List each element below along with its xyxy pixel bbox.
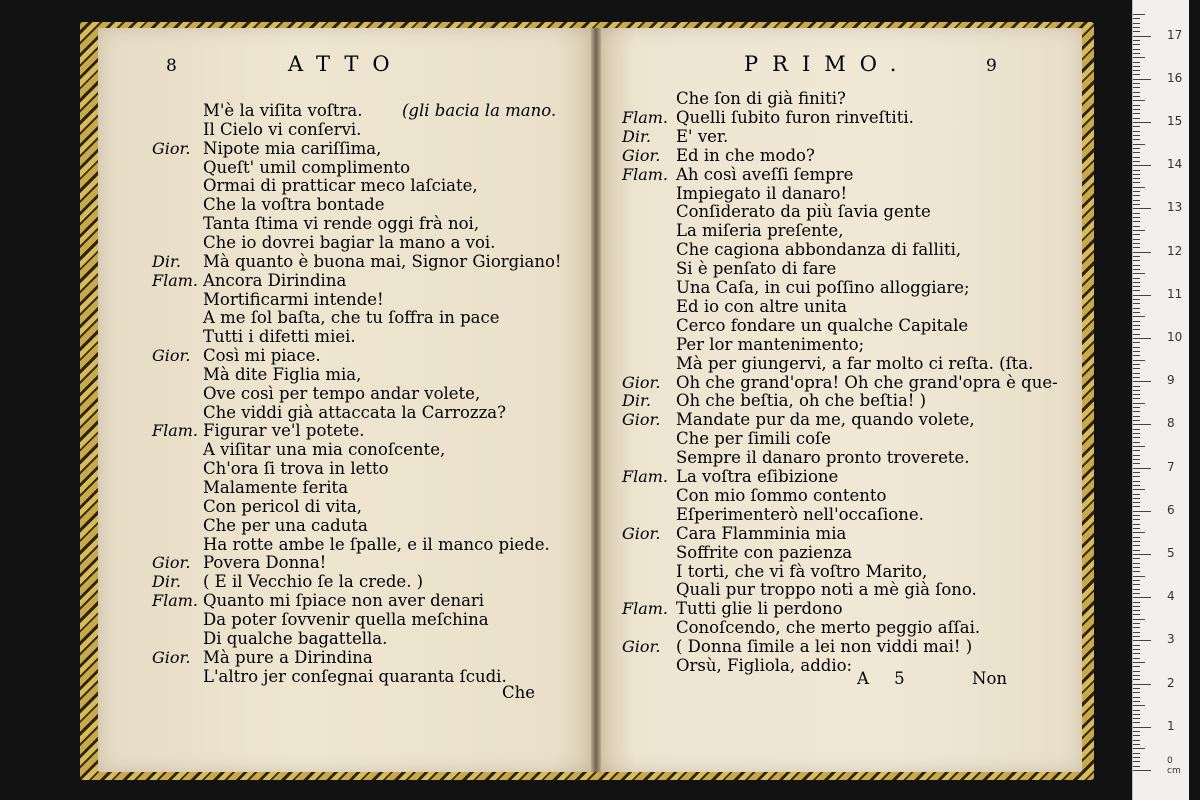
left-page-number: 8 bbox=[166, 56, 177, 76]
ruler-tick bbox=[1133, 273, 1145, 274]
ruler-tick bbox=[1133, 208, 1151, 209]
ruler-number: 2 bbox=[1167, 675, 1175, 690]
text-line: Tutti glie li perdono bbox=[676, 599, 843, 619]
text-line: ( Donna ſimile a lei non viddi mai! ) bbox=[676, 637, 973, 657]
ruler-tick bbox=[1133, 541, 1140, 542]
ruler-tick bbox=[1133, 282, 1140, 283]
text-line: Quanto mi ſpiace non aver denari bbox=[203, 591, 485, 611]
speaker-label: Dir. bbox=[622, 126, 651, 146]
speaker-label: Gior. bbox=[622, 637, 661, 657]
speaker-label: Flam. bbox=[152, 270, 199, 290]
left-running-head: ATTO bbox=[288, 52, 404, 76]
ruler-tick bbox=[1133, 18, 1140, 19]
ruler-tick bbox=[1133, 446, 1145, 447]
text-line: Per lor mantenimento; bbox=[676, 334, 865, 354]
speaker-label: Flam. bbox=[622, 107, 669, 127]
ruler-tick bbox=[1133, 722, 1140, 723]
ruler-tick bbox=[1133, 403, 1145, 404]
ruler-tick bbox=[1133, 152, 1140, 153]
ruler-number: 9 bbox=[1167, 373, 1175, 388]
text-line: Quali pur troppo noti a mè già ſono. bbox=[676, 580, 977, 600]
ruler-tick bbox=[1133, 139, 1140, 140]
ruler-tick bbox=[1133, 684, 1151, 685]
ruler-tick bbox=[1133, 710, 1140, 711]
text-line: Ancora Dirindina bbox=[203, 270, 347, 290]
ruler-tick bbox=[1133, 731, 1140, 732]
speaker-label: Dir. bbox=[152, 572, 181, 592]
ruler-tick bbox=[1133, 593, 1140, 594]
ruler-tick bbox=[1133, 204, 1140, 205]
ruler-tick bbox=[1133, 666, 1140, 667]
ruler-tick bbox=[1133, 299, 1140, 300]
ruler-tick bbox=[1133, 459, 1140, 460]
ruler-number: 17 bbox=[1167, 27, 1183, 42]
ruler-tick bbox=[1133, 144, 1145, 145]
ruler-tick bbox=[1133, 92, 1140, 93]
text-line: Mà quanto è buona mai, Signor Giorgiano! bbox=[203, 251, 562, 271]
text-line: Tutti i difetti miei. bbox=[203, 327, 356, 347]
ruler-tick bbox=[1133, 295, 1151, 296]
text-line: Che io dovrei bagiar la mano a voi. bbox=[203, 232, 496, 252]
ruler-tick bbox=[1133, 476, 1140, 477]
ruler-tick bbox=[1133, 290, 1140, 291]
ruler-tick bbox=[1133, 658, 1140, 659]
text-line: Ed io con altre unita bbox=[676, 296, 847, 316]
text-line: Conſiderato da più ſavia gente bbox=[676, 202, 931, 222]
speaker-label: Gior. bbox=[152, 553, 191, 573]
ruler-tick bbox=[1133, 515, 1140, 516]
ruler-tick bbox=[1133, 407, 1140, 408]
ruler-number: 5 bbox=[1167, 546, 1175, 560]
text-line: Una Caſa, in cui poſſino alloggiare; bbox=[676, 278, 970, 297]
text-line: Orsù, Figliola, addio: bbox=[676, 656, 853, 675]
text-line: Che viddi già attaccata la Carrozza? bbox=[203, 402, 506, 422]
text-line: Mà dite Figlia mia, bbox=[203, 364, 362, 384]
ruler-tick bbox=[1133, 239, 1140, 240]
text-line: Il Cielo vi conſervi. bbox=[203, 119, 362, 139]
left-catchword: Che bbox=[502, 683, 536, 702]
ruler-tick bbox=[1133, 494, 1140, 495]
ruler-tick bbox=[1133, 105, 1140, 106]
ruler-tick bbox=[1133, 390, 1140, 391]
ruler-tick bbox=[1133, 429, 1140, 430]
ruler-tick bbox=[1133, 79, 1151, 80]
ruler-tick bbox=[1133, 386, 1140, 387]
ruler-tick bbox=[1133, 649, 1140, 650]
text-line: Ed in che modo? bbox=[676, 145, 815, 165]
ruler-tick bbox=[1133, 312, 1140, 313]
ruler-tick bbox=[1133, 334, 1140, 335]
ruler-tick bbox=[1133, 506, 1140, 507]
ruler-tick bbox=[1133, 230, 1145, 231]
speaker-label: Gior. bbox=[622, 410, 661, 430]
ruler-tick bbox=[1133, 355, 1140, 356]
right-page-number: 9 bbox=[986, 56, 997, 76]
speaker-label: Flam. bbox=[152, 421, 199, 441]
text-line: Queſt' umil complimento bbox=[203, 157, 411, 177]
ruler-tick bbox=[1133, 394, 1140, 395]
ruler-tick bbox=[1133, 519, 1140, 520]
text-line: Povera Donna! bbox=[203, 553, 327, 573]
text-line: Con mio ſommo contento bbox=[676, 485, 887, 505]
ruler-tick bbox=[1133, 178, 1140, 179]
text-line: Impiegato il danaro! bbox=[676, 183, 848, 203]
speaker-label: Gior. bbox=[152, 647, 191, 667]
ruler-tick bbox=[1133, 122, 1151, 123]
ruler-tick bbox=[1133, 463, 1140, 464]
ruler-tick bbox=[1133, 770, 1151, 771]
ruler-tick bbox=[1133, 165, 1151, 166]
ruler-tick bbox=[1133, 645, 1140, 646]
text-line: Malamente ferita bbox=[203, 478, 349, 497]
ruler-tick bbox=[1133, 623, 1140, 624]
ruler-tick bbox=[1133, 653, 1140, 654]
ruler-tick bbox=[1133, 688, 1140, 689]
ruler-tick bbox=[1133, 40, 1140, 41]
ruler-tick bbox=[1133, 234, 1140, 235]
ruler-number: 11 bbox=[1167, 286, 1183, 301]
ruler-tick bbox=[1133, 679, 1140, 680]
text-line: Nipote mia cariſſima, bbox=[203, 138, 382, 158]
ruler-tick bbox=[1133, 701, 1140, 702]
ruler-tick bbox=[1133, 558, 1140, 559]
ruler-tick bbox=[1133, 53, 1140, 54]
text-line: Oh che grand'opra! Oh che grand'opra è que- bbox=[676, 372, 1058, 392]
ruler-tick bbox=[1133, 191, 1140, 192]
speaker-label: Flam. bbox=[152, 591, 199, 611]
ruler-tick bbox=[1133, 135, 1140, 136]
ruler-tick bbox=[1133, 420, 1140, 421]
ruler-tick bbox=[1133, 606, 1140, 607]
ruler-tick bbox=[1133, 537, 1140, 538]
ruler-number: 13 bbox=[1167, 200, 1183, 215]
ruler-tick bbox=[1133, 571, 1140, 572]
ruler-tick bbox=[1133, 740, 1140, 741]
ruler-tick bbox=[1133, 364, 1140, 365]
ruler-tick bbox=[1133, 766, 1140, 767]
ruler-tick bbox=[1133, 308, 1140, 309]
ruler-tick bbox=[1133, 727, 1151, 728]
text-line: Ha rotte ambe le ſpalle, e il manco piede. bbox=[203, 534, 550, 554]
ruler-tick bbox=[1133, 437, 1140, 438]
ruler-tick bbox=[1133, 74, 1140, 75]
ruler-tick bbox=[1133, 14, 1145, 15]
text-line: E' ver. bbox=[676, 126, 729, 146]
ruler-tick bbox=[1133, 170, 1140, 171]
text-line: Conoſcendo, che merto peggio aſſai. bbox=[676, 618, 981, 638]
ruler-tick bbox=[1133, 455, 1140, 456]
ruler-tick bbox=[1133, 70, 1140, 71]
text-line: Si è penſato di fare bbox=[676, 259, 837, 279]
ruler-tick bbox=[1133, 753, 1140, 754]
text-line: Cerco fondare un qualche Capitale bbox=[676, 315, 969, 335]
ruler-tick bbox=[1133, 286, 1140, 287]
ruler-number: 6 bbox=[1167, 502, 1175, 517]
ruler-tick bbox=[1133, 360, 1145, 361]
text-line: Quelli ſubito furon rinveſtiti. bbox=[676, 107, 914, 127]
ruler-tick bbox=[1133, 321, 1140, 322]
book-gutter bbox=[591, 28, 601, 772]
ruler-tick bbox=[1133, 148, 1140, 149]
ruler-tick bbox=[1133, 619, 1145, 620]
ruler-tick bbox=[1133, 278, 1140, 279]
ruler-tick bbox=[1133, 187, 1145, 188]
ruler-tick bbox=[1133, 66, 1140, 67]
ruler-tick bbox=[1133, 174, 1140, 175]
ruler-tick bbox=[1133, 567, 1140, 568]
text-line: Che cagiona abbondanza di falliti, bbox=[676, 240, 962, 260]
ruler-number: 10 bbox=[1167, 330, 1183, 344]
ruler-tick bbox=[1133, 714, 1140, 715]
ruler-tick bbox=[1133, 602, 1140, 603]
ruler-tick bbox=[1133, 580, 1140, 581]
text-line: Da poter ſovvenir quella meſchina bbox=[203, 609, 489, 629]
ruler-tick bbox=[1133, 161, 1140, 162]
ruler-tick bbox=[1133, 113, 1140, 114]
ruler-tick bbox=[1133, 697, 1140, 698]
text-line: La miſeria preſente, bbox=[676, 221, 844, 241]
ruler-tick bbox=[1133, 640, 1151, 641]
ruler-tick bbox=[1133, 269, 1140, 270]
text-line: Mà per giungervi, a far molto ci reſta. (ſta. bbox=[676, 353, 1034, 373]
measurement-ruler bbox=[1132, 0, 1189, 800]
ruler-tick bbox=[1133, 576, 1145, 577]
ruler-tick bbox=[1133, 83, 1140, 84]
ruler-tick bbox=[1133, 195, 1140, 196]
ruler-tick bbox=[1133, 614, 1140, 615]
ruler-tick bbox=[1133, 256, 1140, 257]
ruler-tick bbox=[1133, 109, 1140, 110]
text-line: Che per una caduta bbox=[203, 515, 368, 535]
text-line: M'è la viſita voſtra. bbox=[203, 101, 363, 120]
speaker-label: Flam. bbox=[622, 599, 669, 619]
text-line: A viſitar una mia conoſcente, bbox=[203, 440, 446, 460]
text-line: Mà pure a Dirindina bbox=[203, 647, 373, 667]
ruler-tick bbox=[1133, 49, 1140, 50]
ruler-tick bbox=[1133, 757, 1140, 758]
text-line: Tanta ſtima vi rende oggi frà noi, bbox=[203, 214, 480, 234]
ruler-tick bbox=[1133, 610, 1140, 611]
ruler-tick bbox=[1133, 485, 1140, 486]
ruler-tick bbox=[1133, 744, 1140, 745]
ruler-tick bbox=[1133, 342, 1140, 343]
stage-direction: (gli bacia la mano. bbox=[402, 101, 557, 120]
text-line: Soffrite con pazienza bbox=[676, 542, 853, 562]
ruler-tick bbox=[1133, 761, 1140, 762]
ruler-number: 16 bbox=[1167, 70, 1183, 85]
ruler-tick bbox=[1133, 502, 1140, 503]
ruler-tick bbox=[1133, 157, 1140, 158]
ruler-tick bbox=[1133, 57, 1145, 58]
ruler-tick bbox=[1133, 23, 1140, 24]
ruler-tick bbox=[1133, 597, 1151, 598]
ruler-tick bbox=[1133, 481, 1140, 482]
ruler-tick bbox=[1133, 182, 1140, 183]
text-line: Mandate pur da me, quando volete, bbox=[676, 410, 975, 430]
text-line: Che per ſimili coſe bbox=[676, 429, 831, 449]
ruler-tick bbox=[1133, 718, 1140, 719]
ruler-tick bbox=[1133, 532, 1145, 533]
ruler-tick bbox=[1133, 377, 1140, 378]
text-line: Ch'ora ſi trova in letto bbox=[203, 459, 389, 479]
text-line: Oh che beſtia, oh che beſtia! ) bbox=[676, 391, 927, 411]
ruler-tick bbox=[1133, 368, 1140, 369]
text-line: I torti, che vi fà voſtro Marito, bbox=[676, 561, 928, 581]
ruler-tick bbox=[1133, 489, 1145, 490]
speaker-label: Flam. bbox=[622, 164, 669, 184]
text-line: Che ſon di già finiti? bbox=[676, 89, 846, 108]
text-line: Con pericol di vita, bbox=[203, 496, 363, 516]
text-line: Eſperimenterò nell'occaſione. bbox=[676, 504, 924, 524]
text-line: Figurar ve'l potete. bbox=[203, 421, 365, 441]
ruler-tick bbox=[1133, 62, 1140, 63]
speaker-label: Gior. bbox=[622, 523, 661, 543]
ruler-tick bbox=[1133, 675, 1140, 676]
speaker-label: Gior. bbox=[622, 145, 661, 165]
ruler-tick bbox=[1133, 373, 1140, 374]
ruler-tick bbox=[1133, 411, 1140, 412]
speaker-label: Dir. bbox=[152, 251, 181, 271]
ruler-tick bbox=[1133, 260, 1140, 261]
ruler-tick bbox=[1133, 545, 1140, 546]
ruler-number: 4 bbox=[1167, 589, 1175, 604]
ruler-number: 1 bbox=[1167, 718, 1175, 733]
ruler-tick bbox=[1133, 636, 1140, 637]
ruler-tick bbox=[1133, 589, 1140, 590]
ruler-tick bbox=[1133, 671, 1140, 672]
ruler-tick bbox=[1133, 316, 1145, 317]
ruler-tick bbox=[1133, 226, 1140, 227]
text-line: Di qualche bagattella. bbox=[203, 628, 388, 648]
ruler-tick bbox=[1133, 118, 1140, 119]
text-line: ( E il Vecchio ſe la crede. ) bbox=[203, 572, 424, 592]
ruler-tick bbox=[1133, 243, 1140, 244]
speaker-label: Dir. bbox=[622, 391, 651, 411]
ruler-unit-label: 0 cm bbox=[1167, 756, 1181, 776]
ruler-tick bbox=[1133, 748, 1145, 749]
ruler-tick bbox=[1133, 338, 1151, 339]
ruler-tick bbox=[1133, 100, 1145, 101]
ruler-tick bbox=[1133, 450, 1140, 451]
ruler-tick bbox=[1133, 498, 1140, 499]
speaker-label: Flam. bbox=[622, 467, 669, 486]
ruler-tick bbox=[1133, 87, 1140, 88]
ruler-tick bbox=[1133, 472, 1140, 473]
ruler-tick bbox=[1133, 44, 1140, 45]
ruler-tick bbox=[1133, 329, 1140, 330]
ruler-tick bbox=[1133, 511, 1151, 512]
ruler-tick bbox=[1133, 528, 1140, 529]
ruler-number: 12 bbox=[1167, 243, 1183, 258]
ruler-tick bbox=[1133, 221, 1140, 222]
text-line: L'altro jer conſegnai quaranta ſcudi. bbox=[203, 666, 507, 686]
ruler-tick bbox=[1133, 252, 1151, 253]
right-running-head: PRIMO. bbox=[744, 52, 911, 76]
ruler-number: 8 bbox=[1167, 416, 1175, 431]
text-line: Mortificarmi intende! bbox=[203, 289, 384, 309]
speaker-label: Gior. bbox=[622, 372, 661, 392]
ruler-tick bbox=[1133, 36, 1151, 37]
ruler-tick bbox=[1133, 265, 1140, 266]
ruler-tick bbox=[1133, 632, 1140, 633]
ruler-tick bbox=[1133, 126, 1140, 127]
text-line: La voſtra eſibizione bbox=[676, 467, 839, 486]
right-catchword: Non bbox=[972, 669, 1007, 688]
text-line: Ove così per tempo andar volete, bbox=[203, 383, 481, 403]
ruler-tick bbox=[1133, 381, 1151, 382]
ruler-tick bbox=[1133, 398, 1140, 399]
ruler-tick bbox=[1133, 27, 1140, 28]
signature-mark: A 5 bbox=[857, 669, 915, 688]
ruler-tick bbox=[1133, 550, 1140, 551]
ruler-tick bbox=[1133, 584, 1140, 585]
ruler-tick bbox=[1133, 433, 1140, 434]
ruler-tick bbox=[1133, 416, 1140, 417]
ruler-tick bbox=[1133, 627, 1140, 628]
text-line: Che la voſtra bontade bbox=[203, 195, 385, 215]
text-line: A me ſol baſta, che tu ſoffra in pace bbox=[203, 308, 500, 328]
ruler-tick bbox=[1133, 705, 1145, 706]
ruler-tick bbox=[1133, 424, 1151, 425]
text-line: Cara Flamminia mia bbox=[676, 523, 847, 543]
ruler-tick bbox=[1133, 303, 1140, 304]
ruler-tick bbox=[1133, 325, 1140, 326]
text-line: Così mi piace. bbox=[203, 346, 321, 366]
ruler-tick bbox=[1133, 692, 1140, 693]
ruler-tick bbox=[1133, 442, 1140, 443]
ruler-number: 15 bbox=[1167, 114, 1183, 128]
ruler-tick bbox=[1133, 468, 1151, 469]
text-line: Ah così aveſſi ſempre bbox=[676, 164, 854, 184]
ruler-tick bbox=[1133, 662, 1145, 663]
ruler-tick bbox=[1133, 217, 1140, 218]
ruler-tick bbox=[1133, 554, 1151, 555]
speaker-label: Gior. bbox=[152, 138, 191, 158]
speaker-label: Gior. bbox=[152, 346, 191, 366]
ruler-tick bbox=[1133, 31, 1140, 32]
ruler-tick bbox=[1133, 247, 1140, 248]
ruler-number: 14 bbox=[1167, 157, 1183, 172]
text-line: Sempre il danaro pronto troverete. bbox=[676, 448, 970, 468]
ruler-tick bbox=[1133, 524, 1140, 525]
ruler-tick bbox=[1133, 200, 1140, 201]
ruler-tick bbox=[1133, 213, 1140, 214]
ruler-tick bbox=[1133, 96, 1140, 97]
ruler-tick bbox=[1133, 563, 1140, 564]
ruler-number: 7 bbox=[1167, 459, 1175, 474]
ruler-number: 3 bbox=[1167, 632, 1175, 647]
ruler-tick bbox=[1133, 131, 1140, 132]
ruler-tick bbox=[1133, 351, 1140, 352]
ruler-tick bbox=[1133, 347, 1140, 348]
text-line: Ormai di pratticar meco laſciate, bbox=[203, 176, 478, 196]
ruler-tick bbox=[1133, 735, 1140, 736]
